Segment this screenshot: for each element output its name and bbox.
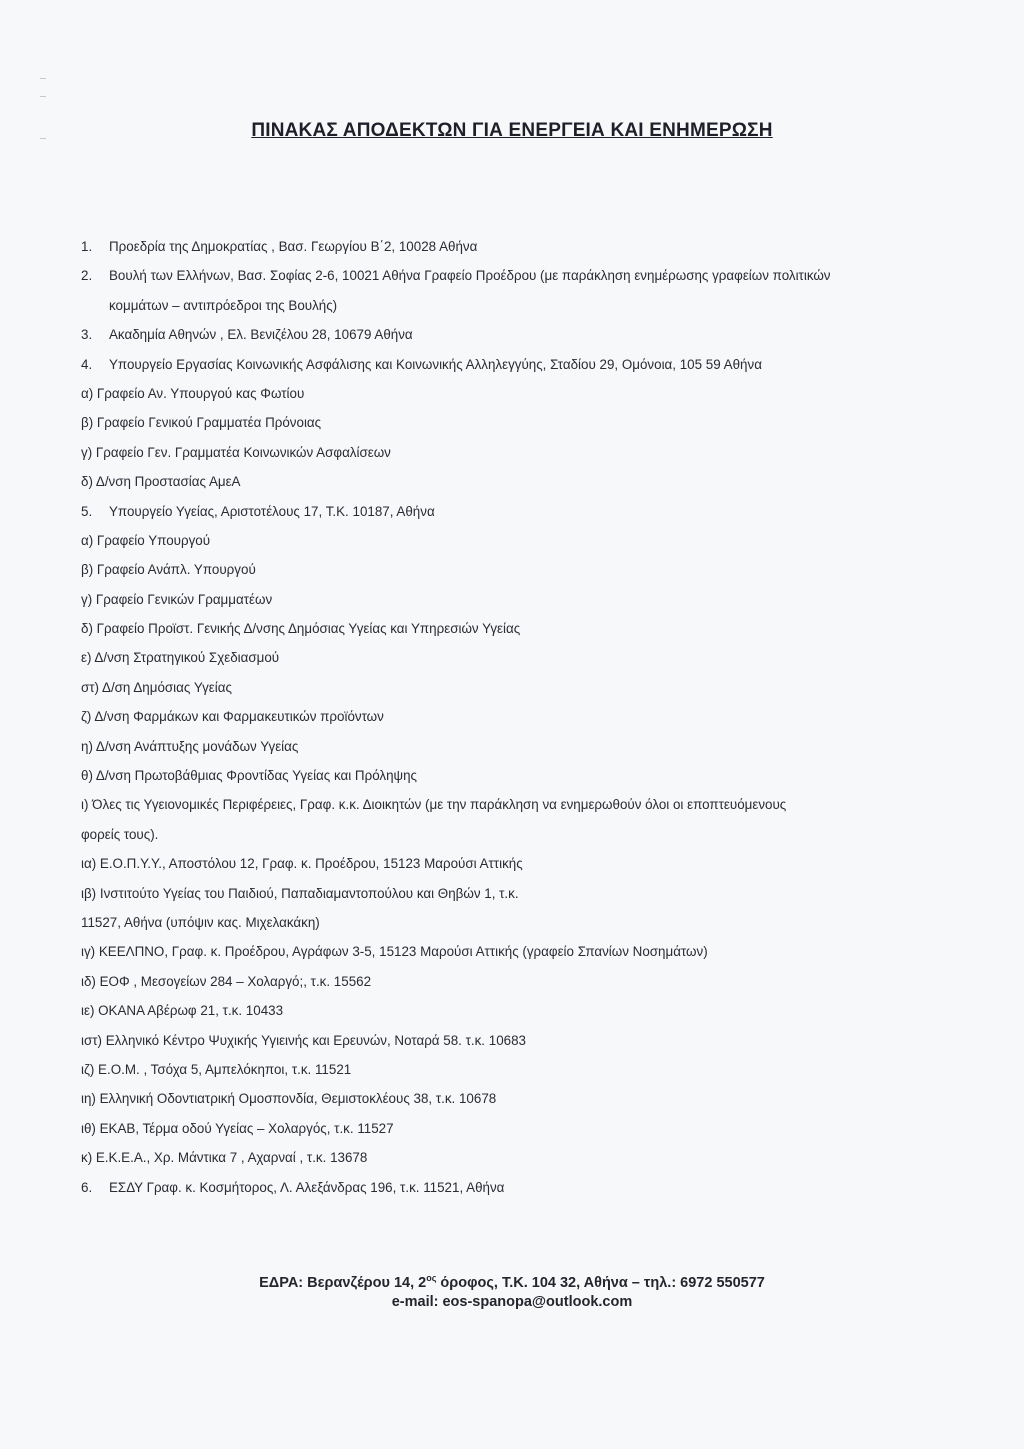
recipient-text: ιβ) Ινστιτούτο Υγείας του Παιδιού, Παπαδιαμαντοπούλου και Θηβών 1, τ.κ. (81, 885, 519, 901)
margin-mark (40, 78, 46, 79)
footer (0, 1266, 1024, 1314)
recipient-text: β) Γραφείο Ανάπλ. Υπουργού (81, 562, 256, 578)
recipient-line (81, 643, 951, 672)
recipient-line (81, 1143, 951, 1172)
recipient-text: η) Δ/νση Ανάπτυξης μονάδων Υγείας (81, 738, 299, 754)
recipient-line (81, 790, 951, 819)
recipient-line (81, 1055, 951, 1084)
recipient-line (81, 849, 951, 878)
recipient-line (81, 1173, 951, 1202)
footer-address-start: ΕΔΡΑ: Βερανζέρου 14, 2 (259, 1274, 427, 1291)
recipient-line (81, 350, 951, 379)
recipient-text: β) Γραφείο Γενικού Γραμματέα Πρόνοιας (81, 415, 322, 431)
recipient-text: ια) Ε.Ο.Π.Υ.Υ., Αποστόλου 12, Γραφ. κ. Προέδρου, 15123 Μαρούσι Αττικής (81, 856, 523, 872)
recipient-text: ιθ) ΕΚΑΒ, Τέρμα οδού Υγείας – Χολαργός, τ.κ. 11527 (81, 1120, 394, 1136)
recipient-text: ιζ) Ε.Ο.Μ. , Τσόχα 5, Αμπελόκηποι, τ.κ. 11521 (81, 1061, 352, 1077)
recipient-line (81, 820, 951, 849)
recipient-line (81, 1114, 951, 1143)
recipient-line (81, 320, 951, 349)
recipient-text: φορείς τους). (81, 826, 159, 842)
recipient-text: ΕΣΔΥ Γραφ. κ. Κοσμήτορος, Λ. Αλεξάνδρας 196, τ.κ. 11521, Αθήνα (109, 1179, 505, 1195)
recipient-line (81, 996, 951, 1025)
recipient-text: Ακαδημία Αθηνών , Ελ. Βενιζέλου 28, 10679 Αθήνα (109, 327, 413, 343)
recipient-line (81, 879, 951, 908)
recipient-number: 5. (81, 503, 93, 519)
footer-address-end: όροφος, Τ.Κ. 104 32, Αθήνα – τηλ.: 6972 550577 (436, 1274, 765, 1291)
recipient-number: 2. (81, 268, 93, 284)
recipient-line (81, 291, 951, 320)
recipient-text: ιστ) Ελληνικό Κέντρο Ψυχικής Υγιεινής και Ερευνών, Νοταρά 58. τ.κ. 10683 (81, 1032, 526, 1048)
recipient-text: Υπουργείο Υγείας, Αριστοτέλους 17, Τ.Κ. 10187, Αθήνα (109, 503, 435, 519)
margin-mark (40, 96, 46, 97)
recipient-line (81, 1084, 951, 1113)
recipient-text: ζ) Δ/νση Φαρμάκων και Φαρμακευτικών προϊόντων (81, 709, 384, 725)
recipient-number: 4. (81, 356, 93, 372)
recipient-text: κ) Ε.Κ.Ε.Α., Χρ. Μάντικα 7 , Αχαρναί , τ.κ. 13678 (81, 1150, 368, 1166)
recipient-text: ιγ) ΚΕΕΛΠΝΟ, Γραφ. κ. Προέδρου, Αγράφων 3-5, 15123 Μαρούσι Αττικής (γραφείο Σπανίων Νοσημάτων) (81, 944, 708, 960)
recipient-line (81, 585, 951, 614)
recipient-text: α) Γραφείο Αν. Υπουργού κας Φωτίου (81, 385, 305, 401)
recipient-line (81, 967, 951, 996)
recipient-line (81, 732, 951, 761)
recipient-line (81, 526, 951, 555)
recipient-text: Βουλή των Ελλήνων, Βασ. Σοφίας 2-6, 10021 Αθήνα Γραφείο Προέδρου (με παράκληση ενημέρωσης γραφείων πολιτικών (109, 268, 831, 284)
recipient-text: α) Γραφείο Υπουργού (81, 532, 211, 548)
recipient-text: κομμάτων – αντιπρόεδροι της Βουλής) (109, 297, 338, 313)
recipient-text: δ) Δ/νση Προστασίας ΑμεΑ (81, 474, 241, 490)
footer-email: e-mail: eos-spanopa@outlook.com (391, 1294, 633, 1310)
footer-address-superscript: ος (426, 1273, 437, 1283)
recipient-line (81, 497, 951, 526)
recipient-line (81, 702, 951, 731)
recipient-line (81, 438, 951, 467)
recipient-text: ιε) ΟΚΑΝΑ Αβέρωφ 21, τ.κ. 10433 (81, 1003, 284, 1019)
recipient-line (81, 614, 951, 643)
recipient-line (81, 555, 951, 584)
recipient-line (81, 232, 951, 261)
recipient-line (81, 937, 951, 966)
recipient-line (81, 673, 951, 702)
recipient-text: ιδ) ΕΟΦ , Μεσογείων 284 – Χολαργό;, τ.κ. 15562 (81, 973, 372, 989)
recipient-line (81, 467, 951, 496)
recipient-text: 11527, Αθήνα (υπόψιν κας. Μιχελακάκη) (81, 914, 320, 930)
page-title: ΠΙΝΑΚΑΣ ΑΠΟΔΕΚΤΩΝ ΓΙΑ ΕΝΕΡΓΕΙΑ ΚΑΙ ΕΝΗΜΕΡΩΣΗ (251, 120, 773, 141)
recipient-number: 1. (81, 239, 93, 254)
recipient-text: στ) Δ/ση Δημόσιας Υγείας (81, 679, 232, 695)
recipient-text: Υπουργείο Εργασίας Κοινωνικής Ασφάλισης και Κοινωνικής Αλληλεγγύης, Σταδίου 29, Ομόνοια, 105 59 Αθήνα (109, 356, 762, 372)
recipient-list (81, 232, 951, 1202)
recipient-text: δ) Γραφείο Προϊστ. Γενικής Δ/νσης Δημόσιας Υγείας και Υπηρεσιών Υγείας (81, 621, 521, 637)
recipient-text: Προεδρία της Δημοκρατίας , Βασ. Γεωργίου Β΄2, 10028 Αθήνα (109, 239, 478, 254)
recipient-number: 3. (81, 327, 93, 343)
recipient-text: ι) Όλες τις Υγειονομικές Περιφέρειες, Γραφ. κ.κ. Διοικητών (με την παράκληση να ενημερωθούν όλοι οι εποπτευόμενους (81, 797, 787, 813)
recipient-text: γ) Γραφείο Γεν. Γραμματέα Κοινωνικών Ασφαλίσεων (81, 444, 391, 460)
recipient-number: 6. (81, 1179, 93, 1195)
recipient-text: θ) Δ/νση Πρωτοβάθμιας Φροντίδας Υγείας και Πρόληψης (81, 768, 417, 784)
recipient-line (81, 761, 951, 790)
recipient-line (81, 408, 951, 437)
recipient-text: ιη) Ελληνική Οδοντιατρική Ομοσπονδία, Θεμιστοκλέους 38, τ.κ. 10678 (81, 1091, 497, 1107)
recipient-line (81, 908, 951, 937)
recipient-text: γ) Γραφείο Γενικών Γραμματέων (81, 591, 273, 607)
recipient-line (81, 261, 951, 290)
recipient-line (81, 379, 951, 408)
footer-address (0, 1266, 1024, 1290)
recipient-text: ε) Δ/νση Στρατηγικού Σχεδιασμού (81, 650, 280, 666)
recipient-line (81, 1026, 951, 1055)
